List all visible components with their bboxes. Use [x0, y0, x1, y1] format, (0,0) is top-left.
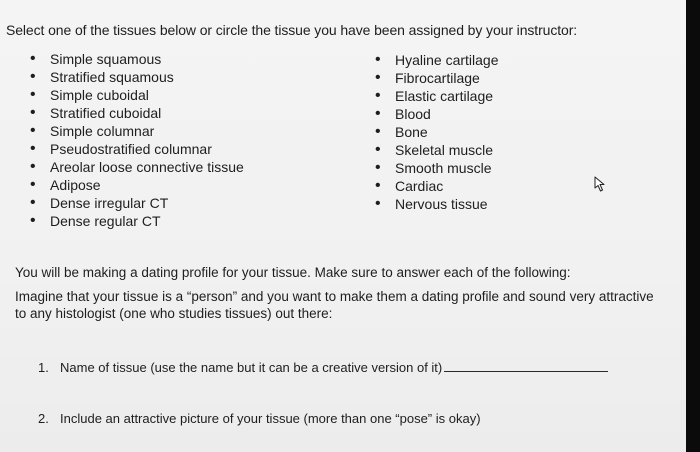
list-item[interactable]	[30, 86, 244, 104]
tissue-label: Nervous tissue	[395, 196, 488, 212]
list-item[interactable]	[30, 104, 244, 122]
bullet: •	[30, 50, 36, 67]
list-item[interactable]	[375, 141, 499, 159]
list-item[interactable]	[375, 87, 499, 105]
bullet: •	[375, 51, 381, 68]
bullet: •	[375, 195, 381, 212]
tissue-label: Simple columnar	[50, 123, 155, 139]
bullet: •	[375, 141, 381, 158]
list-item[interactable]	[375, 51, 499, 69]
list-item[interactable]	[375, 159, 499, 177]
page-heading: Select one of the tissues below or circle the tissue you have been assigned by your instructor:	[6, 22, 578, 38]
tissue-list-left	[30, 50, 244, 230]
tissue-label: Cardiac	[395, 178, 444, 194]
list-item[interactable]	[375, 123, 499, 141]
bullet: •	[30, 158, 36, 175]
question-number: 1.	[38, 360, 49, 375]
tissue-label: Simple squamous	[50, 51, 162, 67]
list-item[interactable]	[30, 50, 244, 68]
tissue-label: Dense irregular CT	[50, 195, 169, 211]
mouse-pointer-icon	[594, 176, 608, 192]
tissue-label: Fibrocartilage	[395, 70, 480, 86]
tissue-label: Dense regular CT	[50, 213, 161, 229]
tissue-label: Smooth muscle	[395, 160, 492, 176]
question-number: 2.	[38, 411, 49, 426]
question-text: Name of tissue (use the name but it can be a creative version of it)	[60, 360, 443, 375]
tissue-label: Bone	[395, 124, 428, 140]
tissue-label: Elastic cartilage	[395, 88, 494, 104]
list-item[interactable]	[375, 177, 499, 195]
bullet: •	[30, 176, 36, 193]
tissue-label: Skeletal muscle	[395, 142, 494, 158]
list-item[interactable]	[375, 105, 499, 123]
tissue-label: Stratified squamous	[50, 69, 174, 85]
list-item[interactable]	[30, 158, 244, 176]
tissue-label: Pseudostratified columnar	[50, 141, 212, 157]
bullet: •	[30, 212, 36, 229]
question-item	[38, 360, 658, 375]
tissue-list-right	[375, 51, 499, 213]
bullet: •	[375, 105, 381, 122]
question-text: Include an attractive picture of your tissue (more than one “pose” is okay)	[60, 411, 481, 426]
list-item[interactable]	[30, 176, 244, 194]
bullet: •	[375, 177, 381, 194]
question-list	[38, 360, 658, 426]
instructions	[15, 264, 655, 329]
list-item[interactable]	[30, 212, 244, 230]
bullet: •	[30, 104, 36, 121]
bullet: •	[30, 122, 36, 139]
bullet: •	[375, 87, 381, 104]
bullet: •	[30, 194, 36, 211]
tissue-label: Simple cuboidal	[50, 87, 149, 103]
list-item[interactable]	[30, 122, 244, 140]
question-item	[38, 411, 658, 426]
bullet: •	[375, 69, 381, 86]
list-item[interactable]	[30, 140, 244, 158]
instruction-paragraph: Imagine that your tissue is a “person” and you want to make them a dating profile and sound very attractive to any histologist (one who studies tissues) out there:	[15, 289, 654, 321]
bullet: •	[30, 68, 36, 85]
tissue-label: Stratified cuboidal	[50, 105, 162, 121]
bullet: •	[375, 159, 381, 176]
instruction-paragraph: You will be making a dating profile for your tissue. Make sure to answer each of the following:	[15, 265, 571, 280]
list-item[interactable]	[30, 194, 244, 212]
tissue-label: Hyaline cartilage	[395, 52, 499, 68]
tissue-label: Adipose	[50, 177, 101, 193]
answer-blank[interactable]	[444, 371, 608, 372]
bullet: •	[375, 123, 381, 140]
list-item[interactable]	[375, 195, 499, 213]
bullet: •	[30, 140, 36, 157]
list-item[interactable]	[375, 69, 499, 87]
tissue-label: Areolar loose connective tissue	[50, 159, 244, 175]
list-item[interactable]	[30, 68, 244, 86]
tissue-label: Blood	[395, 106, 431, 122]
bullet: •	[30, 86, 36, 103]
